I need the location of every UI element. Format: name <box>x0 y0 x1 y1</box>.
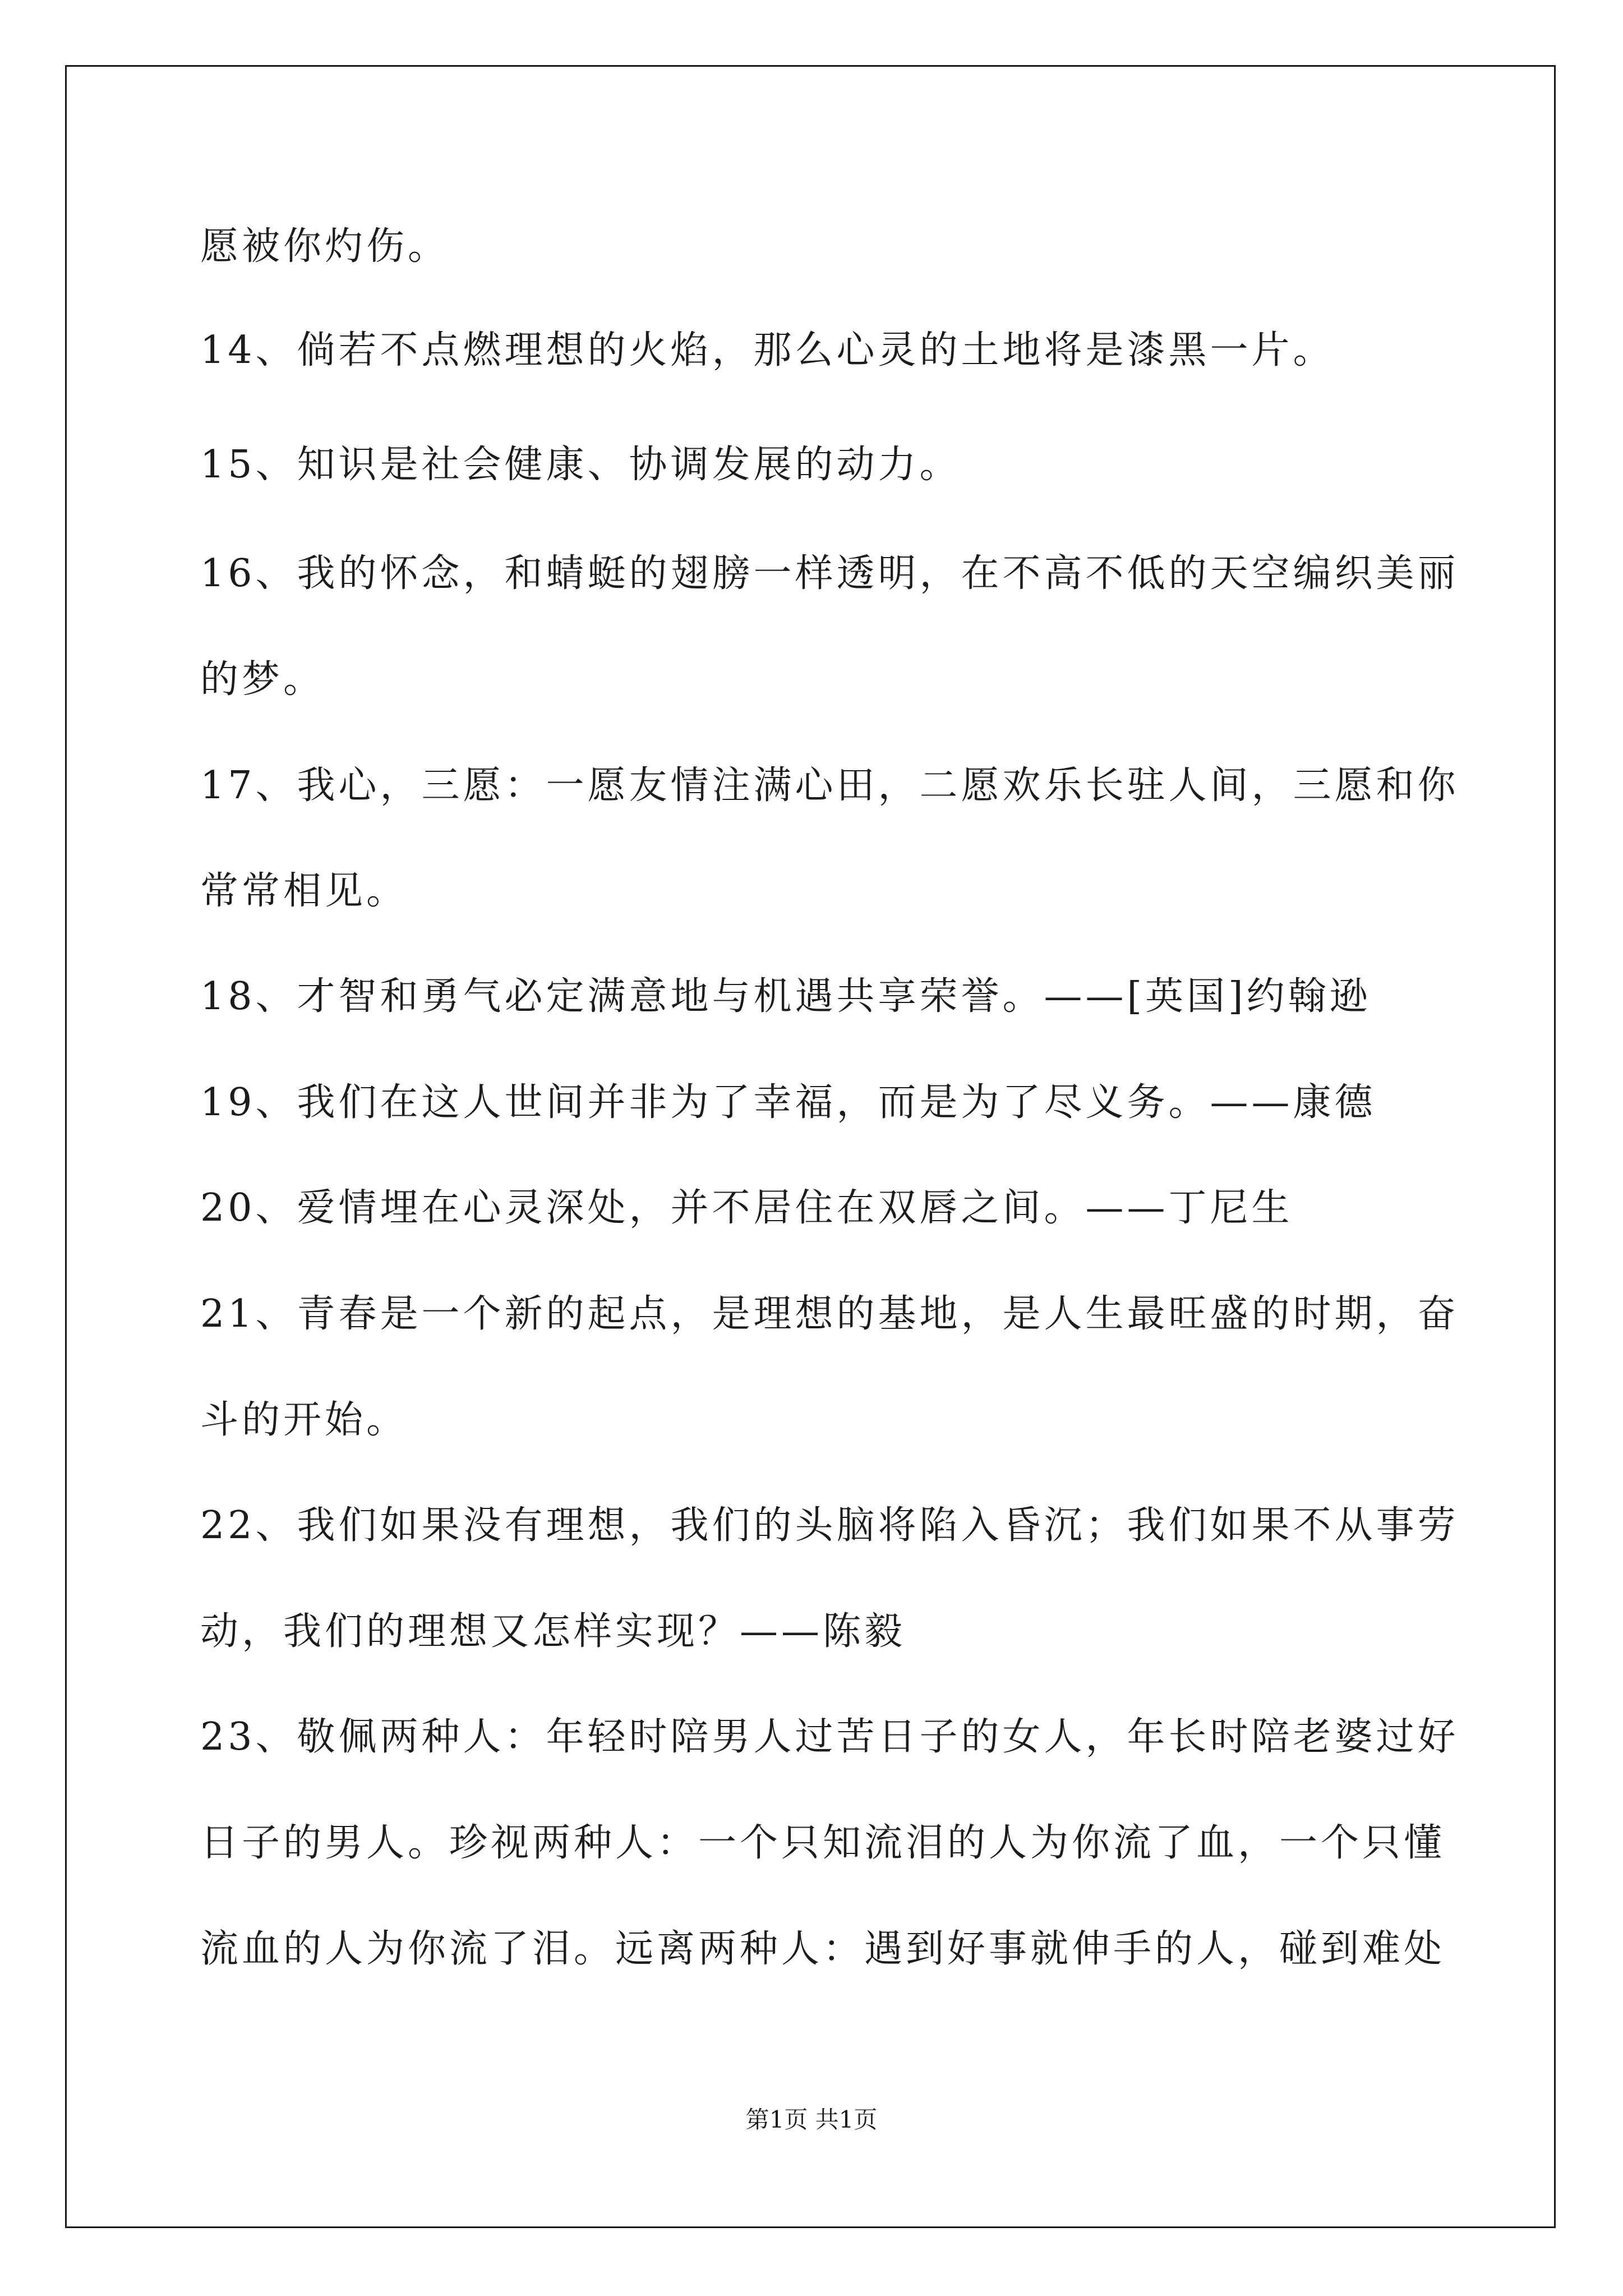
text-line: 愿被你灼伤。 <box>200 224 450 269</box>
text-line: 18、才智和勇气必定满意地与机遇共享荣誉。——[英国]约翰逊 <box>200 974 1371 1019</box>
text-line: 17、我心，三愿：一愿友情注满心田，二愿欢乐长驻人间，三愿和你 <box>200 763 1459 808</box>
text-line: 斗的开始。 <box>200 1398 408 1442</box>
page-border <box>65 65 1556 2228</box>
text-line: 19、我们在这人世间并非为了幸福，而是为了尽义务。——康德 <box>200 1080 1376 1125</box>
text-line: 22、我们如果没有理想，我们的头脑将陷入昏沉；我们如果不从事劳 <box>200 1503 1459 1548</box>
text-line: 20、爱情埋在心灵深处，并不居住在双唇之间。——丁尼生 <box>200 1186 1293 1230</box>
text-line: 动，我们的理想又怎样实现？——陈毅 <box>200 1609 906 1654</box>
text-line: 23、敬佩两种人：年轻时陪男人过苦日子的女人，年长时陪老婆过好 <box>200 1715 1459 1759</box>
page-footer: 第1页 共1页 <box>745 2106 878 2133</box>
text-line: 21、青春是一个新的起点，是理想的基地，是人生最旺盛的时期，奋 <box>200 1292 1459 1336</box>
text-line: 15、知识是社会健康、协调发展的动力。 <box>200 443 961 487</box>
text-line: 的梦。 <box>200 657 325 702</box>
text-line: 16、我的怀念，和蜻蜓的翅膀一样透明，在不高不低的天空编织美丽 <box>200 551 1459 596</box>
text-line: 常常相见。 <box>200 869 408 913</box>
text-line: 流血的人为你流了泪。远离两种人：遇到好事就伸手的人，碰到难处 <box>200 1927 1446 1971</box>
text-line: 日子的男人。珍视两种人：一个只知流泪的人为你流了血，一个只懂 <box>200 1821 1446 1865</box>
text-line: 14、倘若不点燃理想的火焰，那么心灵的土地将是漆黑一片。 <box>200 328 1335 372</box>
